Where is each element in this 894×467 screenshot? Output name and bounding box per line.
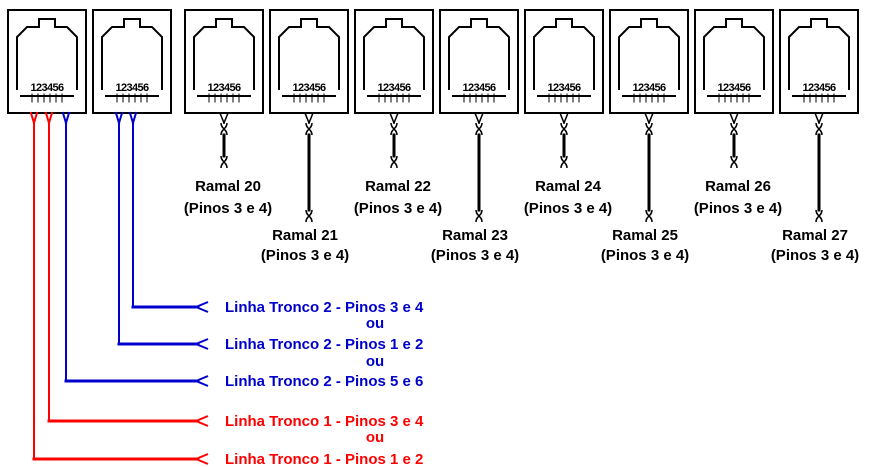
cord-fork-right <box>309 113 313 123</box>
cord-fork-left <box>730 113 734 123</box>
jack-housing <box>525 10 603 113</box>
wire-fork-right <box>133 113 136 123</box>
jack-housing <box>610 10 688 113</box>
rj-jack-7 <box>525 10 603 113</box>
ramal-cord-8 <box>771 113 859 264</box>
cord-fork-right <box>564 113 568 123</box>
ramal-cord-6 <box>601 113 689 264</box>
plug-arrow-icon <box>196 376 208 386</box>
trunk-line-label-4: Linha Tronco 1 - Pinos 3 e 4 <box>225 413 424 430</box>
cord-fork-right <box>394 113 398 123</box>
rj-jack-1 <box>8 10 86 113</box>
cord-twist <box>476 123 482 135</box>
cord-fork-left <box>475 113 479 123</box>
wire-fork-right <box>66 113 69 123</box>
rj-jack-4 <box>270 10 348 113</box>
ramal-pins-label: (Pinos 3 e 4) <box>770 247 860 264</box>
jack-pin-numbers: 123456 <box>717 82 751 94</box>
cord-twist <box>561 123 567 135</box>
trunk-line-label-3: Linha Tronco 2 - Pinos 5 e 6 <box>225 373 424 390</box>
ramal-pins-label: (Pinos 3 e 4) <box>260 247 350 264</box>
ramal-cord-1 <box>184 113 272 217</box>
cord-fork-left <box>305 113 309 123</box>
ramal-name-label: Ramal 26 <box>705 178 771 195</box>
jack-housing <box>270 10 348 113</box>
separator-or-2: ou <box>365 353 385 370</box>
jack-housing <box>8 10 86 113</box>
jack-pin-numbers: 123456 <box>207 82 241 94</box>
jack-pin-numbers: 123456 <box>292 82 326 94</box>
cord-fork-right <box>649 113 653 123</box>
cord-fork-left <box>220 113 224 123</box>
rj-jack-3 <box>185 10 263 113</box>
rj-jack-2 <box>93 10 171 113</box>
rj-jack-6 <box>440 10 518 113</box>
cord-fork-right <box>479 113 483 123</box>
wire-fork-right <box>119 113 122 123</box>
plug-arrow-icon <box>196 302 208 312</box>
plug-arrow-icon <box>196 454 208 464</box>
jack-housing <box>93 10 171 113</box>
separator-or-1: ou <box>365 315 385 332</box>
rj-jack-8 <box>610 10 688 113</box>
wire-fork-right <box>34 113 37 123</box>
jack-pin-numbers: 123456 <box>377 82 411 94</box>
jack-housing <box>695 10 773 113</box>
ramal-cord-2 <box>261 113 349 264</box>
cord-fork-left <box>390 113 394 123</box>
jack-housing <box>185 10 263 113</box>
ramal-pins-label: (Pinos 3 e 4) <box>183 200 273 217</box>
ramal-cord-7 <box>694 113 782 217</box>
cord-twist <box>391 123 397 135</box>
cord-twist <box>306 123 312 135</box>
trunk-wire-4 <box>46 113 208 426</box>
jack-pin-numbers: 123456 <box>30 82 64 94</box>
ramal-name-label: Ramal 24 <box>535 178 601 195</box>
ramal-pins-label: (Pinos 3 e 4) <box>600 247 690 264</box>
cord-fork-left <box>815 113 819 123</box>
ramal-pins-label: (Pinos 3 e 4) <box>353 200 443 217</box>
jack-pin-numbers: 123456 <box>462 82 496 94</box>
ramal-cord-3 <box>354 113 442 217</box>
trunk-wire-2 <box>116 113 208 349</box>
ramal-name-label: Ramal 20 <box>195 178 261 195</box>
trunk-line-label-5: Linha Tronco 1 - Pinos 1 e 2 <box>225 451 424 467</box>
jack-pin-numbers: 123456 <box>632 82 666 94</box>
ramal-pins-label: (Pinos 3 e 4) <box>523 200 613 217</box>
ramal-name-label: Ramal 23 <box>442 227 508 244</box>
rj-jack-5 <box>355 10 433 113</box>
jack-pin-numbers: 123456 <box>802 82 836 94</box>
rj-jack-10 <box>780 10 858 113</box>
ramal-name-label: Ramal 25 <box>612 227 678 244</box>
rj-jack-9 <box>695 10 773 113</box>
cord-twist <box>221 123 227 135</box>
cord-fork-right <box>819 113 823 123</box>
jack-housing <box>440 10 518 113</box>
cord-twist <box>816 123 822 135</box>
jack-pin-numbers: 123456 <box>115 82 149 94</box>
jack-housing <box>355 10 433 113</box>
ramal-name-label: Ramal 21 <box>272 227 338 244</box>
plug-arrow-icon <box>196 416 208 426</box>
plug-arrow-icon <box>196 339 208 349</box>
ramal-cord-5 <box>524 113 612 217</box>
cord-fork-right <box>224 113 228 123</box>
cord-fork-left <box>560 113 564 123</box>
ramal-pins-label: (Pinos 3 e 4) <box>430 247 520 264</box>
cord-twist <box>646 123 652 135</box>
wire-fork-right <box>49 113 52 123</box>
ramal-name-label: Ramal 27 <box>782 227 848 244</box>
cord-fork-right <box>734 113 738 123</box>
separator-or-3: ou <box>365 429 385 446</box>
ramal-name-label: Ramal 22 <box>365 178 431 195</box>
trunk-line-label-2: Linha Tronco 2 - Pinos 1 e 2 <box>225 336 424 353</box>
jack-housing <box>780 10 858 113</box>
trunk-line-label-1: Linha Tronco 2 - Pinos 3 e 4 <box>225 299 424 316</box>
cord-fork-left <box>645 113 649 123</box>
ramal-pins-label: (Pinos 3 e 4) <box>693 200 783 217</box>
cord-twist <box>731 123 737 135</box>
jack-pin-numbers: 123456 <box>547 82 581 94</box>
ramal-cord-4 <box>431 113 519 264</box>
